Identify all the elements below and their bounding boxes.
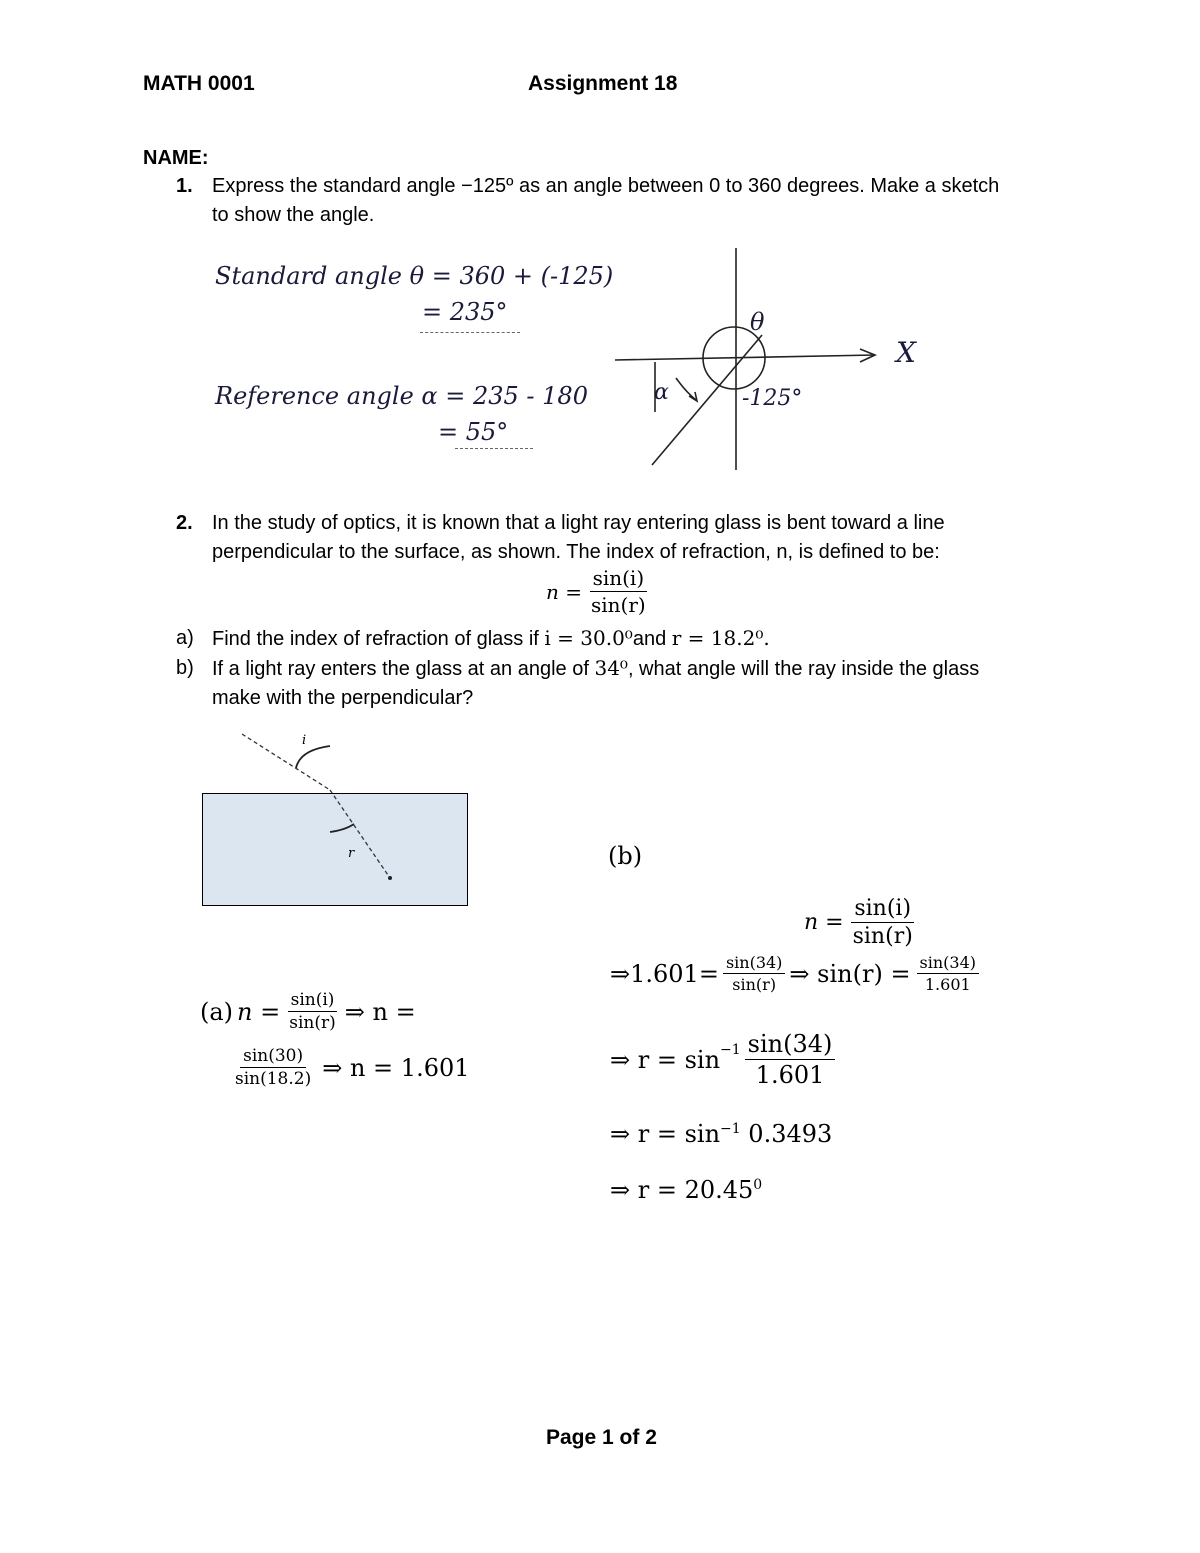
angle-i-arc [296, 746, 330, 768]
q1-text-line1: Express the standard angle −125º as an angle between 0 to 360 degrees. Make a sketch [212, 175, 1000, 197]
solution-a-den1: sin(r) [289, 1013, 336, 1033]
solution-b-line3-num: sin(34) [745, 1030, 836, 1060]
solution-a-line2 [232, 1046, 470, 1089]
q1-text-line2: to show the angle. [212, 204, 375, 226]
solution-b-line2-den2: 1.601 [924, 975, 971, 994]
q1-number: 1. [176, 175, 193, 197]
angle-r-arc [330, 824, 354, 832]
q2a-text-main: Find the index of refraction of glass if [212, 628, 539, 650]
solution-b-line4-sup: −1 [720, 1121, 741, 1137]
solution-b-line2 [610, 953, 979, 994]
solution-b-line1-lhs: n = [804, 910, 844, 935]
solution-a-line1 [200, 990, 416, 1033]
q2a-math-r: r = 18.2⁰. [671, 626, 770, 650]
solution-b-line2-num2: sin(34) [917, 953, 979, 974]
sketch-theta-label: θ [750, 308, 765, 336]
name-label: NAME: [143, 147, 209, 169]
hw-standard-line2: = 235° [422, 298, 508, 326]
q2a-math-i: i = 30.0⁰ [544, 626, 633, 650]
hw-standard-line1: Standard angle θ = 360 + (-125) [215, 262, 614, 290]
solution-b-line2-frac2 [917, 953, 979, 994]
incident-ray [242, 734, 330, 790]
page-number: Page 1 of 2 [546, 1426, 657, 1449]
solution-b-line2-lhs: ⇒1.601= [610, 959, 719, 988]
solution-b-line4-val: 0.3493 [740, 1120, 833, 1148]
solution-b-line5 [610, 1176, 762, 1204]
sketch-alpha-label: α [654, 380, 669, 405]
ray-end-dot [388, 876, 392, 880]
solution-b-line4-lhs: ⇒ r = sin [610, 1120, 721, 1148]
q2b-text-post: , what angle will the ray inside the glass [627, 658, 980, 680]
q2b-label: b) [176, 657, 194, 679]
q2a-label: a) [176, 627, 194, 649]
solution-a-n-eq: n = [237, 997, 281, 1026]
solution-a-frac2 [232, 1046, 314, 1089]
solution-b-line5-sup: 0 [753, 1177, 763, 1193]
hw-reference-line1: Reference angle α = 235 - 180 [215, 382, 588, 410]
solution-a-frac1 [286, 990, 339, 1033]
solution-b-line1-den: sin(r) [852, 924, 913, 949]
solution-b-line3-den: 1.601 [755, 1061, 825, 1089]
solution-a-num1: sin(i) [288, 990, 338, 1012]
solution-b-line3-frac [745, 1030, 836, 1089]
q2-formula-den: sin(r) [591, 593, 646, 617]
solution-a-arrow1: ⇒ n = [344, 997, 416, 1026]
solution-b-line2-frac1 [723, 953, 785, 994]
solution-a-den2: sin(18.2) [235, 1069, 312, 1089]
label-i: i [302, 733, 307, 748]
q2b-text-line2: make with the perpendicular? [212, 687, 474, 709]
q2-text-line2: perpendicular to the surface, as shown. The index of refraction, n, is defined to be: [212, 541, 940, 563]
solution-a-num2: sin(30) [240, 1046, 306, 1068]
solution-b-line5-lhs: ⇒ r = 20.45 [610, 1176, 754, 1204]
solution-b-line1-frac [850, 896, 916, 949]
solution-b-line1-num: sin(i) [851, 896, 914, 923]
solution-a-label: (a) [200, 997, 234, 1026]
hw-reference-line2: = 55° [438, 418, 509, 446]
solution-b-line3-lhs: ⇒ r = sin [610, 1045, 721, 1074]
solution-b-line1 [804, 896, 916, 949]
solution-b-line2-mid: ⇒ sin(r) = [789, 959, 911, 988]
q2-formula-lhs: n = [546, 579, 582, 604]
solution-a-result: ⇒ n = 1.601 [322, 1053, 470, 1082]
q2-formula-num: sin(i) [590, 566, 648, 592]
solution-b-line3 [610, 1030, 835, 1089]
course-code: MATH 0001 [143, 72, 255, 95]
q2b-angle: 34⁰ [594, 656, 628, 680]
sketch-neg-angle-label: -125° [742, 386, 803, 411]
refracted-ray [330, 790, 390, 878]
solution-b-line2-den1: sin(r) [732, 975, 777, 994]
assignment-title: Assignment 18 [528, 72, 678, 95]
q2-text-line1: In the study of optics, it is known that a light ray entering glass is bent toward a line [212, 512, 945, 534]
solution-b-line2-num1: sin(34) [723, 953, 785, 974]
sketch-x-label: X [896, 336, 916, 369]
solution-b-label: (b) [608, 842, 643, 870]
label-r: r [348, 846, 355, 861]
q2b-text-pre: If a light ray enters the glass at an angle of [212, 658, 589, 680]
solution-b-line3-sup: −1 [720, 1042, 741, 1058]
q2-number: 2. [176, 512, 193, 534]
q2a-and: and [632, 628, 667, 650]
solution-b-line4 [610, 1120, 832, 1148]
